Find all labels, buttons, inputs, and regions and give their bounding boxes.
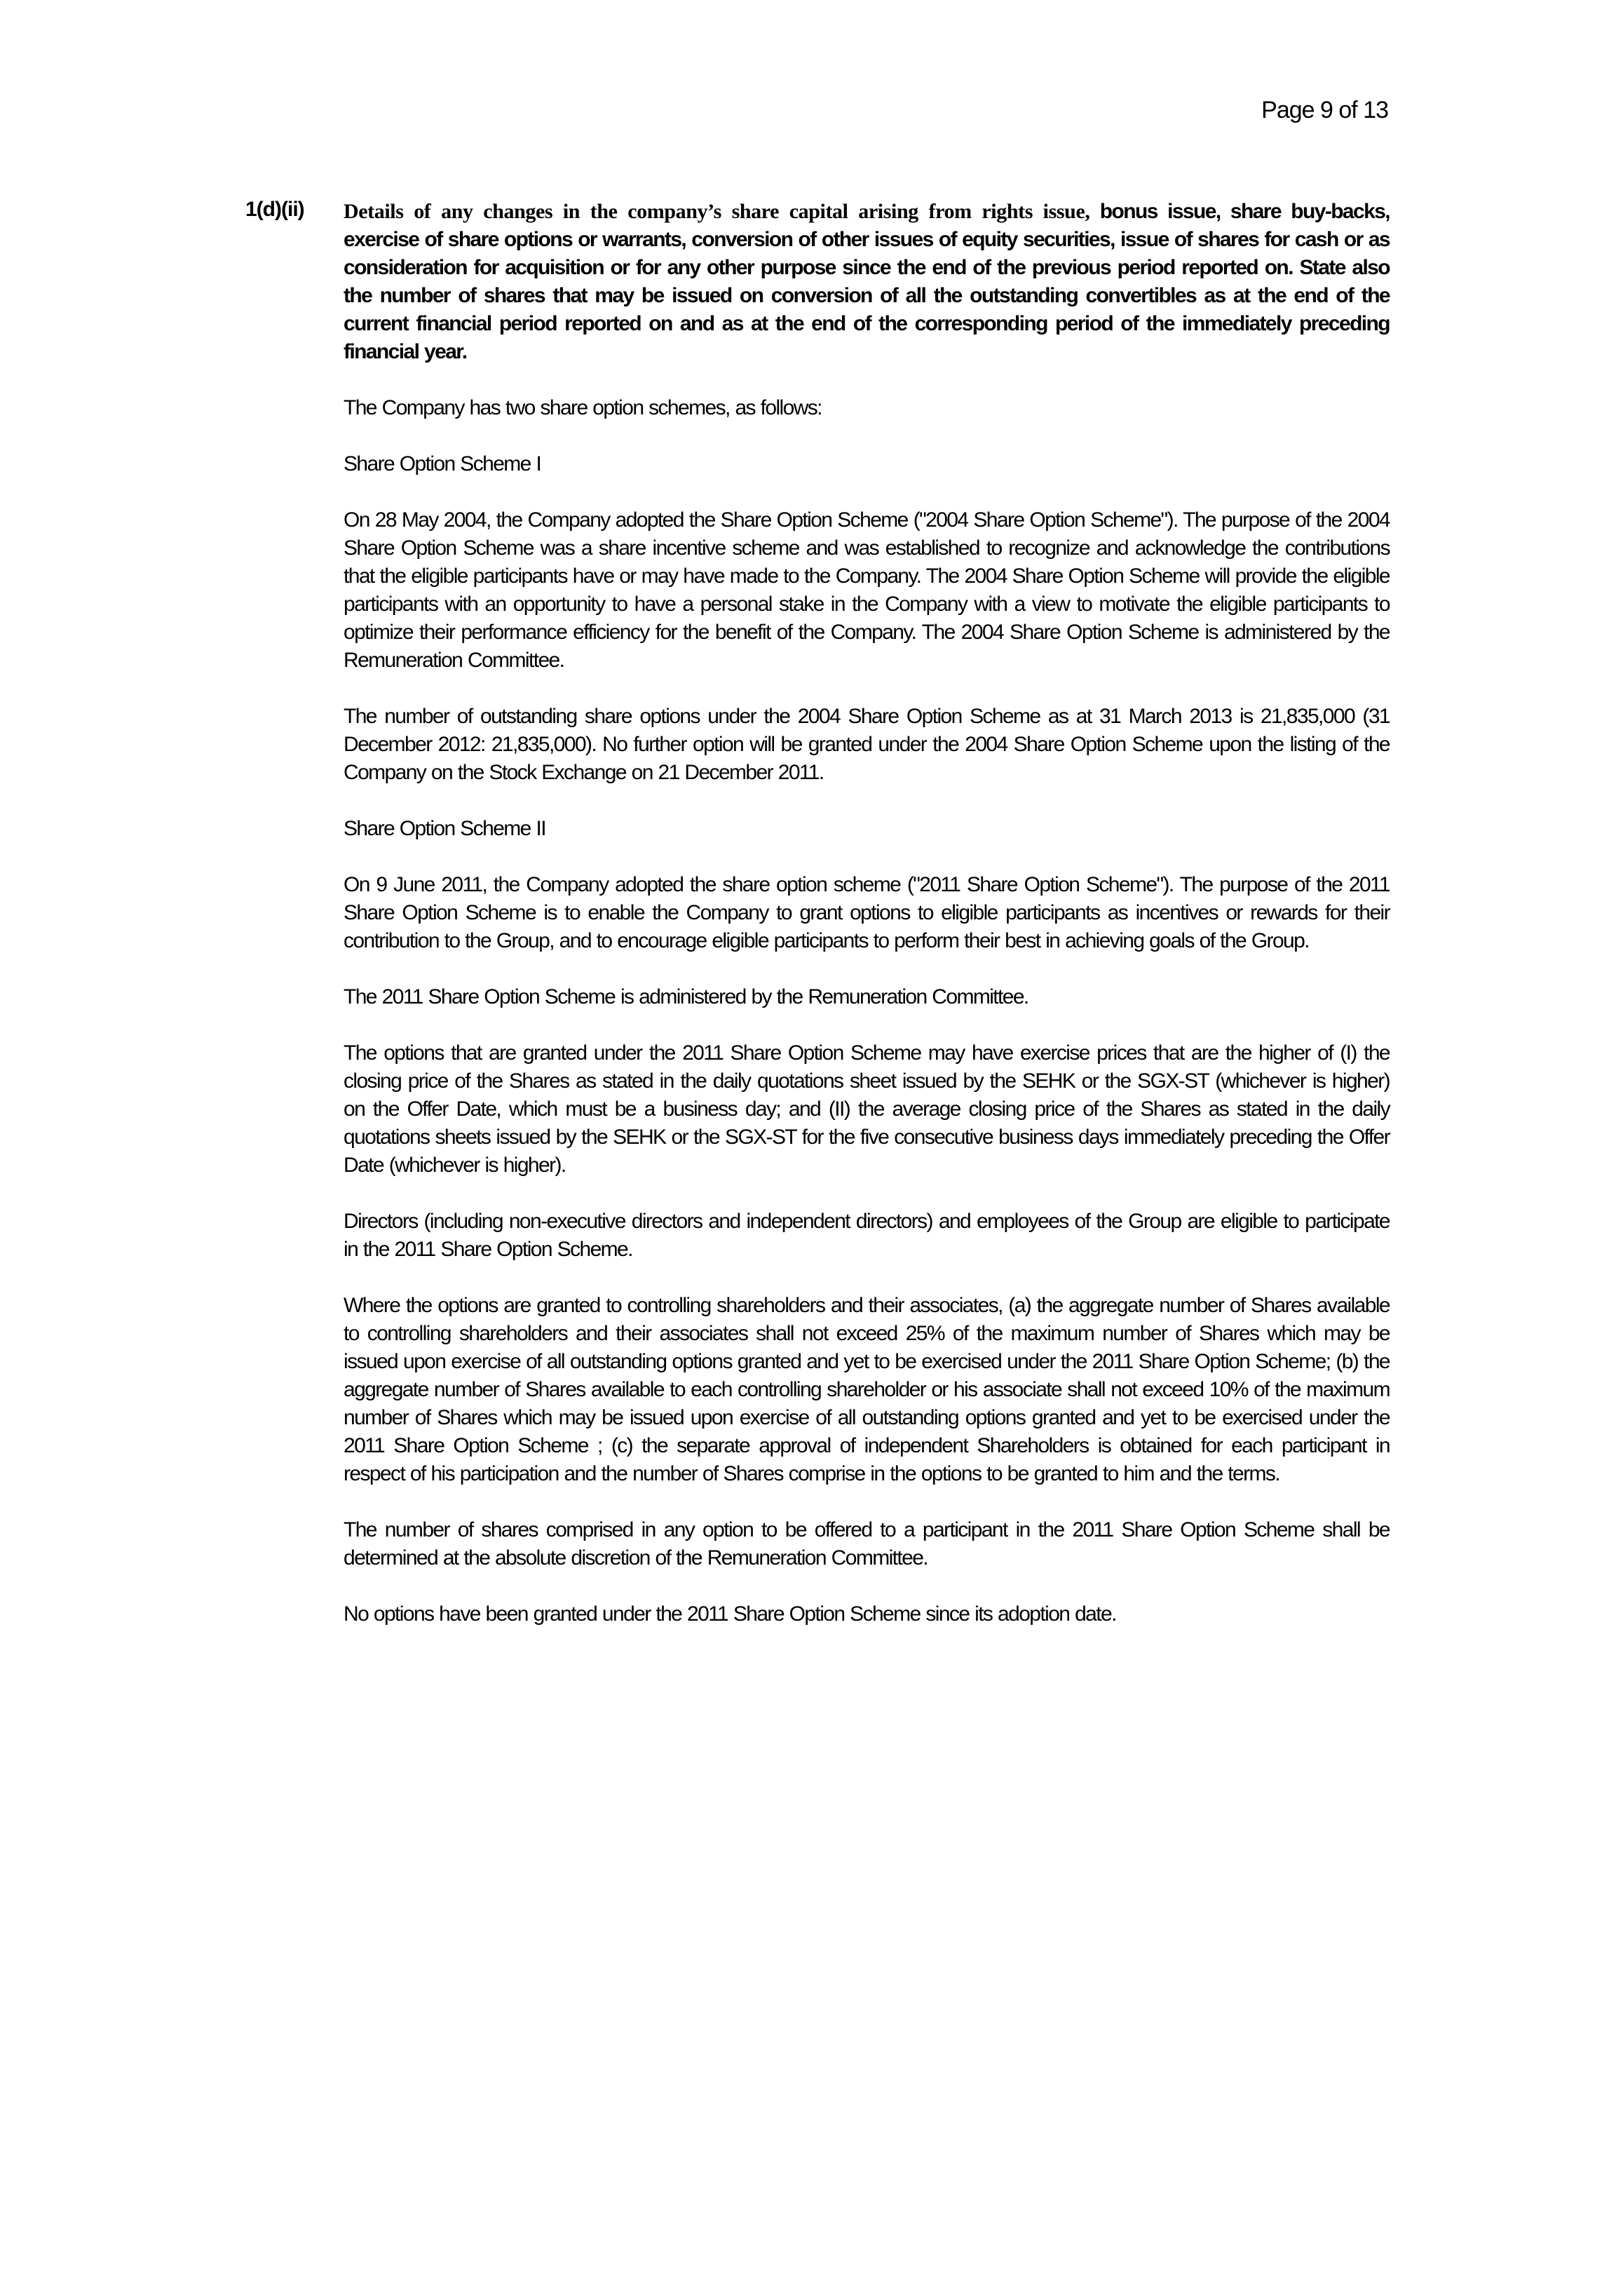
section-content xyxy=(344,198,1390,1656)
scheme2-paragraph-controlling-shareholders: Where the options are granted to controlling shareholders and their associates, (a) the aggregate number of Shares available to controlling shareholders and their associates shall not exceed 25% of the maximum number of Shares which may be issued upon exercise of all outstanding options granted and yet to be exercised under the 2011 Share Option Scheme; (b) the aggregate number of Shares available to each controlling shareholder or his associate shall not exceed 10% of the maximum number of Shares which may be issued upon exercise of all outstanding options granted and yet to be exercised under the 2011 Share Option Scheme ; (c) the separate approval of independent Shareholders is obtained for each participant in respect of his participation and the number of Shares comprise in the options to be granted to him and the terms. xyxy=(344,1294,1390,1485)
scheme1-paragraph-adoption: On 28 May 2004, the Company adopted the Share Option Scheme ("2004 Share Option Scheme"). The purpose of the 2004 Share Option Scheme was a share incentive scheme and was established to recognize and acknowledge the contributions that the eligible participants have or may have made to the Company. The 2004 Share Option Scheme will provide the eligible participants with an opportunity to have a personal stake in the Company with a view to motivate the eligible participants to optimize their performance efficiency for the benefit of the Company. The 2004 Share Option Scheme is administered by the Remuneration Committee. xyxy=(344,508,1390,672)
heading-sans-part: bonus issue, share buy-backs, exercise of share options or warrants, conversion of other issues of equity securities, issue of shares for cash or as consideration for acquisition or for any other purpose since the end of the previous period reported on. State also the number of shares that may be issued on conversion of all the outstanding convertibles as at the end of the current financial period reported on and as at the end of the corresponding period of the immediately preceding financial year. xyxy=(344,200,1390,363)
intro-paragraph: The Company has two share option schemes, as follows: xyxy=(344,396,822,419)
scheme2-title: Share Option Scheme II xyxy=(344,817,545,840)
page-number: Page 9 of 13 xyxy=(1261,97,1388,123)
section-heading xyxy=(344,198,1390,366)
heading-serif-part: Details of any changes in the company’s share capital arising from rights issue, xyxy=(344,200,1090,223)
scheme2-paragraph-no-grants: No options have been granted under the 2011 Share Option Scheme since its adoption date. xyxy=(344,1602,1116,1626)
scheme1-title: Share Option Scheme I xyxy=(344,452,541,475)
scheme2-paragraph-administration: The 2011 Share Option Scheme is administered by the Remuneration Committee. xyxy=(344,985,1028,1008)
scheme2-paragraph-exercise-price: The options that are granted under the 2011 Share Option Scheme may have exercise prices that are the higher of (I) the closing price of the Shares as stated in the daily quotations sheet issued by the SEHK or the SGX-ST (whichever is higher) on the Offer Date, which must be a business day; and (II) the average closing price of the Shares as stated in the daily quotations sheets issued by the SEHK or the SGX-ST for the five consecutive business days immediately preceding the Offer Date (whichever is higher). xyxy=(344,1041,1390,1177)
section-label: 1(d)(ii) xyxy=(245,198,304,221)
scheme2-paragraph-eligibility: Directors (including non-executive directors and independent directors) and employees of the Group are eligible to participate in the 2011 Share Option Scheme. xyxy=(344,1210,1390,1261)
scheme2-paragraph-adoption: On 9 June 2011, the Company adopted the share option scheme ("2011 Share Option Scheme"). The purpose of the 2011 Share Option Scheme is to enable the Company to grant options to eligible participants as incentives or rewards for their contribution to the Group, and to encourage eligible participants to perform their best in achieving goals of the Group. xyxy=(344,873,1390,952)
scheme2-paragraph-number-of-shares: The number of shares comprised in any option to be offered to a participant in the 2011 Share Option Scheme shall be determined at the absolute discretion of the Remuneration Committee. xyxy=(344,1518,1390,1569)
scheme1-paragraph-outstanding: The number of outstanding share options under the 2004 Share Option Scheme as at 31 March 2013 is 21,835,000 (31 December 2012: 21,835,000). No further option will be granted under the 2004 Share Option Scheme upon the listing of the Company on the Stock Exchange on 21 December 2011. xyxy=(344,705,1390,784)
